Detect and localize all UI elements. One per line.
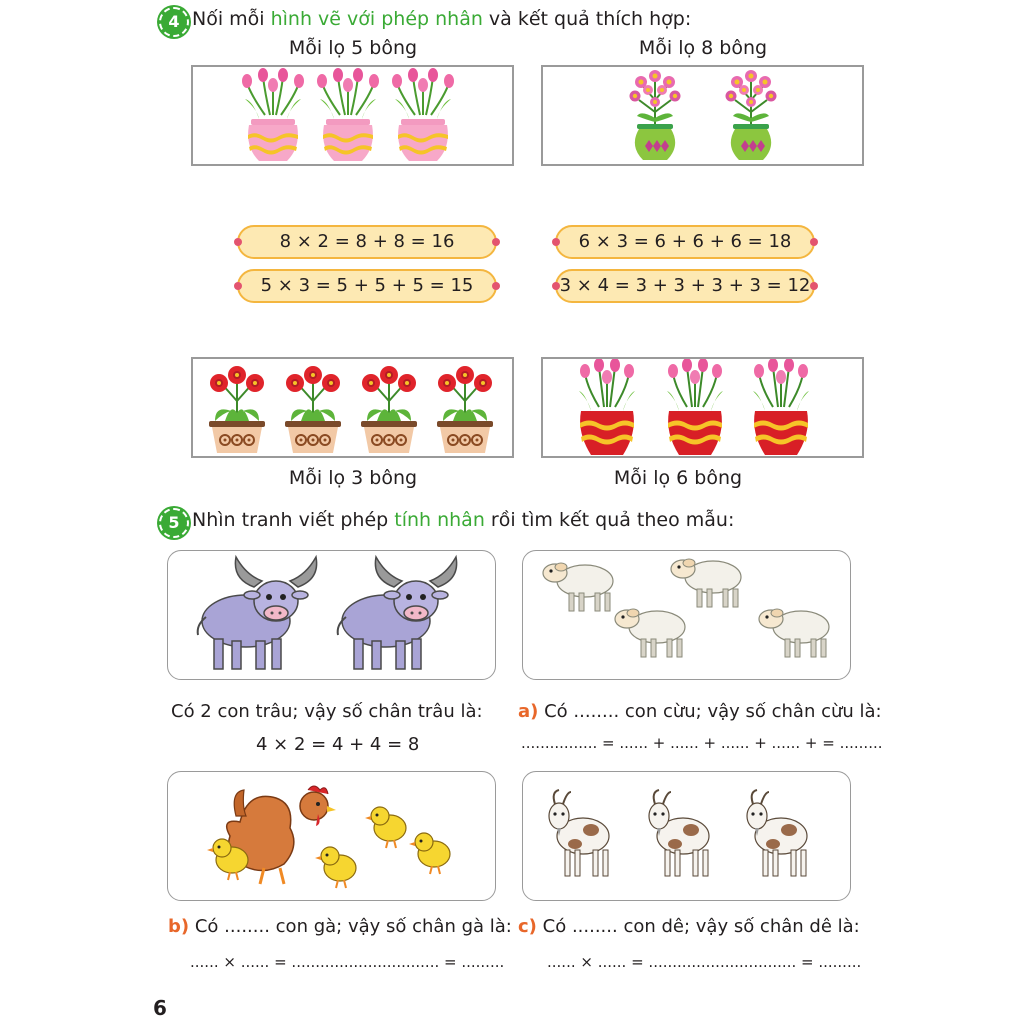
heading-text: Nhìn tranh viết phép — [192, 509, 395, 531]
equation-text: 3 × 4 = 3 + 3 + 3 + 3 = 12 — [559, 275, 811, 296]
question-b-equation[interactable]: ...... × ...... = ............................... = ......... — [190, 953, 505, 971]
heading-text: Nối mỗi — [192, 8, 271, 30]
brown-pots-illustration — [193, 359, 512, 456]
equation-pill-3x4[interactable] — [555, 269, 815, 303]
heading-text: và kết quả thích hợp: — [482, 8, 692, 30]
heading-highlight: tính nhân — [394, 509, 485, 531]
picture-five-sheep — [522, 550, 851, 680]
heading-text: rồi tìm kết quả theo mẫu: — [484, 509, 735, 531]
question-b-sentence — [168, 916, 512, 937]
exercise-5-heading — [192, 509, 734, 531]
question-c-sentence — [518, 916, 860, 937]
question-a-sentence — [518, 701, 882, 722]
equation-pill-5x3[interactable] — [237, 269, 497, 303]
green-vases-illustration — [543, 67, 862, 164]
question-label-c: c) — [518, 916, 537, 937]
caption-three-flowers: Mỗi lọ 3 bông — [288, 467, 418, 489]
question-a-equation[interactable]: ................ = ...... + ...... + ...... + ...... + = ......... — [521, 734, 883, 752]
hen-chicks-illustration — [168, 772, 494, 899]
page-number: 6 — [153, 996, 167, 1020]
picture-three-pink-vases[interactable] — [191, 65, 514, 166]
connector-dot[interactable] — [234, 282, 242, 290]
connector-dot[interactable] — [492, 282, 500, 290]
caption-six-flowers: Mỗi lọ 6 bông — [613, 467, 743, 489]
equation-text: 8 × 2 = 8 + 8 = 16 — [279, 231, 455, 252]
example-equation: 4 × 2 = 4 + 4 = 8 — [256, 734, 420, 755]
exercise-4-badge: 4 — [159, 7, 189, 37]
question-text[interactable]: Có ........ con dê; vậy số chân dê là: — [542, 916, 860, 937]
question-text[interactable]: Có ........ con gà; vậy số chân gà là: — [194, 916, 512, 937]
pink-vases-illustration — [193, 67, 512, 164]
connector-dot[interactable] — [810, 238, 818, 246]
buffaloes-illustration — [168, 551, 494, 678]
example-sentence: Có 2 con trâu; vậy số chân trâu là: — [171, 701, 483, 722]
red-vases-illustration — [543, 359, 862, 456]
caption-five-flowers: Mỗi lọ 5 bông — [288, 37, 418, 59]
equation-text: 5 × 3 = 5 + 5 + 5 = 15 — [260, 275, 474, 296]
caption-eight-flowers: Mỗi lọ 8 bông — [638, 37, 768, 59]
exercise-4-heading — [192, 8, 691, 30]
question-text[interactable]: Có ........ con cừu; vậy số chân cừu là: — [544, 701, 882, 722]
sheep-illustration — [523, 551, 849, 678]
exercise-5-badge: 5 — [159, 508, 189, 538]
picture-two-green-vases[interactable] — [541, 65, 864, 166]
equation-pill-6x3[interactable] — [555, 225, 815, 259]
connector-dot[interactable] — [234, 238, 242, 246]
connector-dot[interactable] — [810, 282, 818, 290]
connector-dot[interactable] — [552, 282, 560, 290]
connector-dot[interactable] — [492, 238, 500, 246]
equation-pill-8x2[interactable] — [237, 225, 497, 259]
picture-three-red-vases[interactable] — [541, 357, 864, 458]
picture-four-brown-pots[interactable] — [191, 357, 514, 458]
picture-three-goats — [522, 771, 851, 901]
picture-hen-and-chicks — [167, 771, 496, 901]
question-label-a: a) — [518, 701, 539, 722]
heading-highlight: hình vẽ với phép nhân — [270, 8, 483, 30]
connector-dot[interactable] — [552, 238, 560, 246]
equation-text: 6 × 3 = 6 + 6 + 6 = 18 — [578, 231, 792, 252]
picture-two-buffaloes — [167, 550, 496, 680]
question-label-b: b) — [168, 916, 190, 937]
goats-illustration — [523, 772, 849, 899]
question-c-equation[interactable]: ...... × ...... = ............................... = ......... — [547, 953, 862, 971]
